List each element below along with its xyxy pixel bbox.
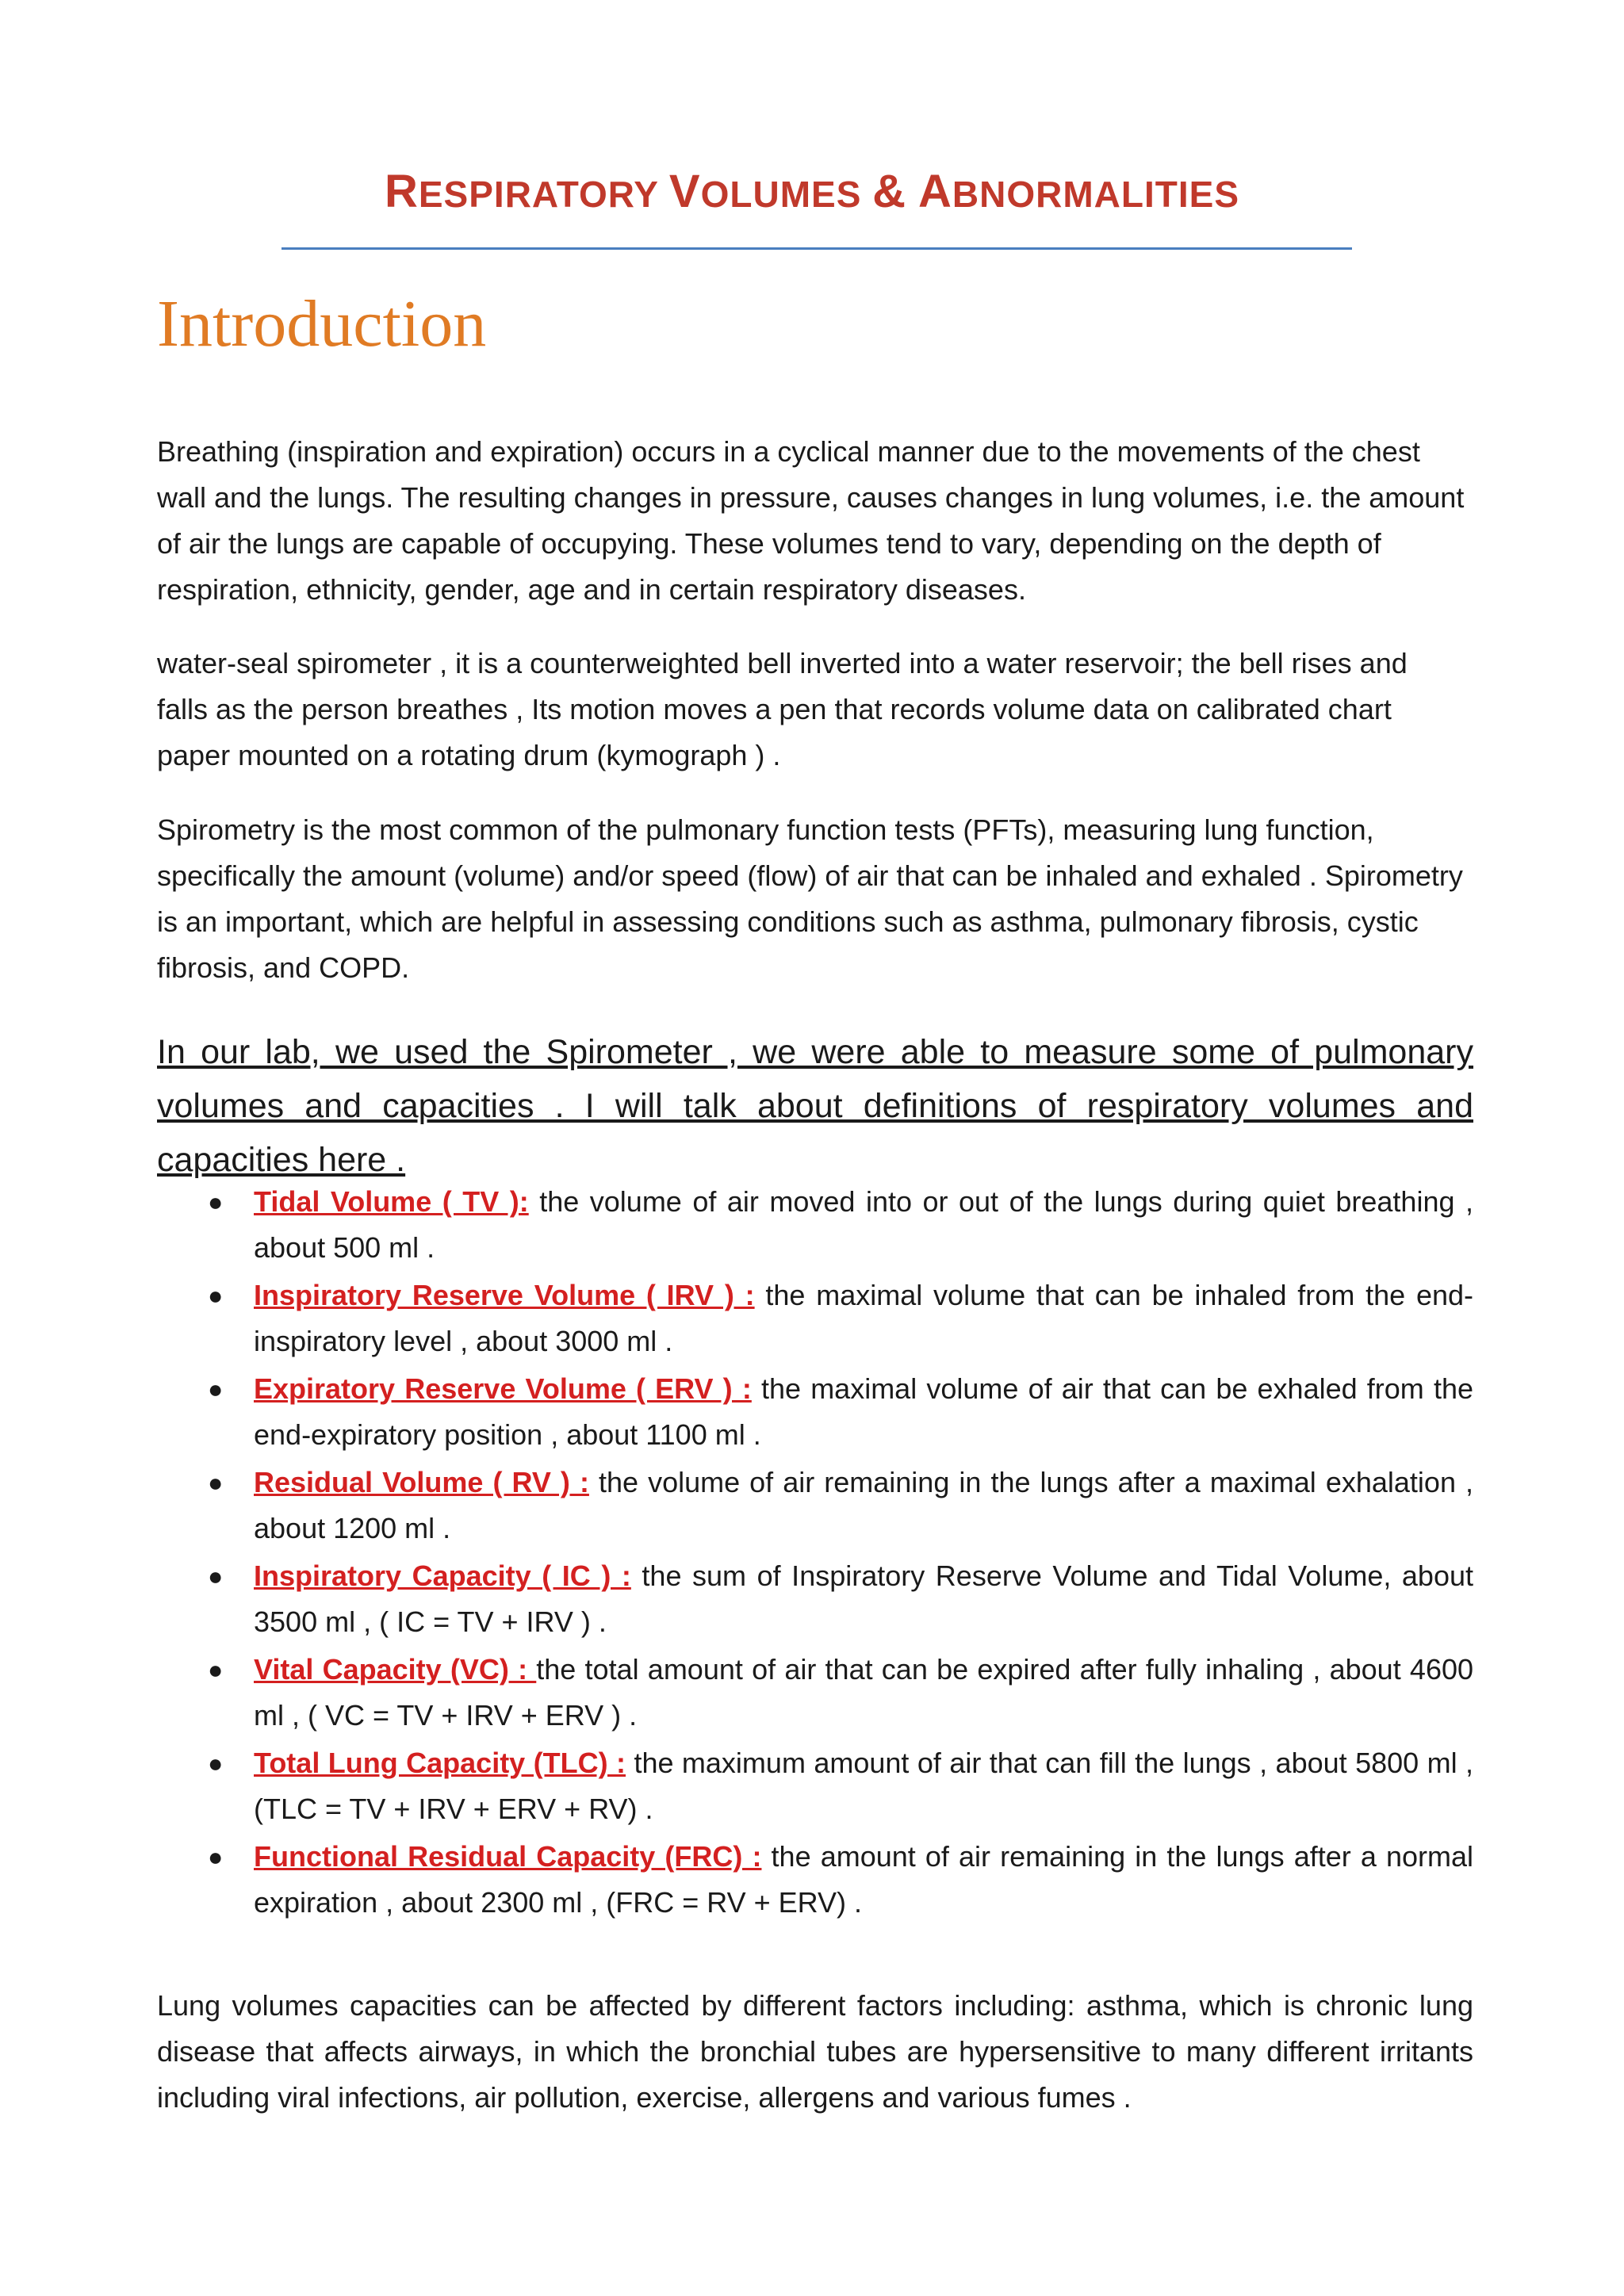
- definition-text: the maximum amount of air that can fill the lungs , about 5800 ml , (TLC = TV + IRV + ERV + RV) .: [254, 1747, 1473, 1825]
- intro-paragraph-breathing: Breathing (inspiration and expiration) occurs in a cyclical manner due to the movements of the chest wall and the lungs. The resulting changes in pressure, causes changes in lung volumes, i.e. the amount of air the lungs are capable of occupying. These volumes tend to vary, depending on the depth of respiration, ethnicity, gender, age and in certain respiratory diseases.: [157, 435, 1465, 606]
- list-item: [157, 1834, 1473, 1926]
- title-initial-r: R: [384, 166, 419, 217]
- bullet-icon: ●: [208, 1375, 224, 1403]
- document-title: [0, 165, 1624, 218]
- definition-text: the maximal volume that can be inhaled from the end-inspiratory level , about 3000 ml .: [254, 1279, 1473, 1357]
- title-word-espiratory: ESPIRATORY: [418, 174, 669, 215]
- list-item: [157, 1553, 1473, 1645]
- definition-text: the volume of air moved into or out of the lungs during quiet breathing , about 500 ml .: [254, 1185, 1473, 1264]
- definition-text: the amount of air remaining in the lungs after a normal expiration , about 2300 ml , (FRC = RV + ERV) .: [254, 1840, 1473, 1919]
- bullet-icon: ●: [208, 1468, 224, 1497]
- title-word-olumes: OLUMES: [700, 174, 873, 215]
- definition-term: Expiratory Reserve Volume ( ERV ) :: [254, 1372, 752, 1405]
- list-item: [157, 1647, 1473, 1739]
- definition-text: the maximal volume of air that can be exhaled from the end-expiratory position , about 1100 ml .: [254, 1372, 1473, 1451]
- closing-paragraph: Lung volumes capacities can be affected by different factors including: asthma, which is chronic lung disease that affects airways, in which the bronchial tubes are hypersensitive to many different irritants including viral infections, air pollution, exercise, allergens and various fumes .: [157, 1989, 1473, 2114]
- intro-paragraph-spirometer: water-seal spirometer , it is a counterweighted bell inverted into a water reservoir; the bell rises and falls as the person breathes , Its motion moves a pen that records volume data on calibrated chart paper mounted on a rotating drum (kymograph ) .: [157, 647, 1408, 771]
- bullet-icon: ●: [208, 1562, 224, 1590]
- definition-term: Tidal Volume ( TV ):: [254, 1185, 529, 1218]
- bullet-icon: ●: [208, 1281, 224, 1310]
- title-word-bnormalities: BNORMALITIES: [952, 174, 1240, 215]
- definition-term: Functional Residual Capacity (FRC) :: [254, 1840, 762, 1873]
- lab-statement: In our lab, we used the Spirometer , we were able to measure some of pulmonary volumes and capacities . I will talk about definitions of respiratory volumes and capacities here .: [157, 1033, 1473, 1179]
- section-heading: Introduction: [157, 287, 487, 361]
- title-initial-v: V: [668, 166, 701, 217]
- list-item: [157, 1366, 1473, 1458]
- intro-paragraph-spirometry: Spirometry is the most common of the pulmonary function tests (PFTs), measuring lung function, specifically the amount (volume) and/or speed (flow) of air that can be inhaled and exhaled . Spirometry is an important, which are helpful in assessing conditions such as asthma, pulmonary fibrosis, cystic fibrosis, and COPD.: [157, 813, 1463, 984]
- bullet-icon: ●: [208, 1749, 224, 1777]
- definition-term: Inspiratory Capacity ( IC ) :: [254, 1559, 631, 1592]
- definition-text: the total amount of air that can be expired after fully inhaling , about 4600 ml , ( VC = TV + IRV + ERV ) .: [254, 1653, 1474, 1732]
- definition-term: Total Lung Capacity (TLC) :: [254, 1747, 626, 1779]
- definition-term: Residual Volume ( RV ) :: [254, 1466, 589, 1498]
- title-divider: [282, 247, 1352, 250]
- definition-text: the volume of air remaining in the lungs after a maximal exhalation , about 1200 ml .: [254, 1466, 1474, 1544]
- title-initial-a: & A: [872, 166, 952, 217]
- list-item: [157, 1460, 1473, 1552]
- list-item: [157, 1740, 1473, 1832]
- bullet-icon: ●: [208, 1188, 224, 1216]
- bullet-icon: ●: [208, 1843, 224, 1871]
- definition-text: the sum of Inspiratory Reserve Volume and Tidal Volume, about 3500 ml , ( IC = TV + IRV ) .: [254, 1559, 1473, 1638]
- definitions-list: [157, 1179, 1473, 1927]
- list-item: [157, 1272, 1473, 1364]
- bullet-icon: ●: [208, 1655, 224, 1684]
- definition-term: Vital Capacity (VC) :: [254, 1653, 537, 1686]
- definition-term: Inspiratory Reserve Volume ( IRV ) :: [254, 1279, 755, 1311]
- list-item: [157, 1179, 1473, 1271]
